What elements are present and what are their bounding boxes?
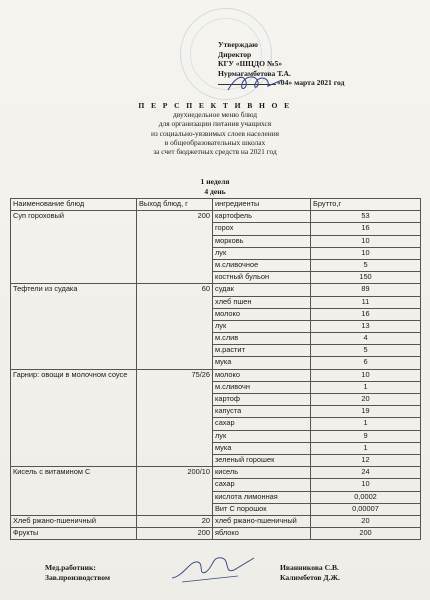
- ingredient-name: зеленый горошек: [213, 454, 311, 466]
- ingredient-name: м.сливочное: [213, 259, 311, 271]
- ingredient-gross: 1: [311, 442, 421, 454]
- ingredient-name: Вит С порошок: [213, 503, 311, 515]
- ingredient-gross: 13: [311, 320, 421, 332]
- ingredient-gross: 16: [311, 308, 421, 320]
- ingredient-name: м.сливочн: [213, 381, 311, 393]
- ingredient-name: лук: [213, 430, 311, 442]
- ingredient-gross: 10: [311, 479, 421, 491]
- header-dish: Наименование блюд: [11, 199, 137, 211]
- ingredient-gross: 200: [311, 528, 421, 540]
- ingredient-gross: 53: [311, 211, 421, 223]
- ingredient-gross: 89: [311, 284, 421, 296]
- director-signature: [222, 70, 292, 96]
- dish-output: 200: [137, 211, 213, 284]
- ingredient-gross: 10: [311, 247, 421, 259]
- ingredient-name: костный бульон: [213, 272, 311, 284]
- ingredient-name: морковь: [213, 235, 311, 247]
- footer-roles: [45, 563, 110, 583]
- ingredient-gross: 150: [311, 272, 421, 284]
- document-title: П Е Р С П Е К Т И В Н О Е: [138, 101, 292, 110]
- dish-name: Тефтели из судака: [11, 284, 137, 369]
- ingredient-gross: 20: [311, 394, 421, 406]
- day-label: 4 день: [204, 187, 226, 196]
- ingredient-gross: 9: [311, 430, 421, 442]
- heading-line-3: из социально-уязвимых слоев населения: [150, 128, 280, 138]
- dish-output: 60: [137, 284, 213, 369]
- menu-table: [10, 198, 421, 540]
- staff-signature: [168, 552, 258, 584]
- week-label: 1 неделя: [200, 177, 230, 186]
- ingredient-name: яблоко: [213, 528, 311, 540]
- ingredient-gross: 0,0002: [311, 491, 421, 503]
- ingredient-name: горох: [213, 223, 311, 235]
- table-row: [11, 515, 421, 527]
- ingredient-gross: 5: [311, 345, 421, 357]
- ingredient-gross: 4: [311, 333, 421, 345]
- ingredient-name: картофель: [213, 211, 311, 223]
- ingredient-gross: 10: [311, 369, 421, 381]
- ingredient-gross: 1: [311, 418, 421, 430]
- header-output: Выход блюд, г: [137, 199, 213, 211]
- ingredient-name: капуста: [213, 406, 311, 418]
- ingredient-name: м.слив: [213, 333, 311, 345]
- ingredient-gross: 11: [311, 296, 421, 308]
- table-row: [11, 467, 421, 479]
- ingredient-gross: 24: [311, 467, 421, 479]
- table-row: [11, 369, 421, 381]
- table-row: [11, 284, 421, 296]
- heading-line-2: для организации питания учащихся: [158, 119, 272, 129]
- ingredient-name: молоко: [213, 308, 311, 320]
- table-row: [11, 211, 421, 223]
- table-row: [11, 528, 421, 540]
- footer-names: [280, 563, 340, 583]
- dish-name: Суп гороховый: [11, 211, 137, 284]
- ingredient-name: молоко: [213, 369, 311, 381]
- dish-name: Хлеб ржано-пшеничный: [11, 515, 137, 527]
- heading-line-1: двухнедельное меню блюд: [173, 110, 257, 120]
- dish-output: 200/10: [137, 467, 213, 516]
- footer-role-medic: Мед.работник:: [45, 563, 96, 572]
- heading-line-5: за счет бюджетных средств на 2021 год: [153, 147, 277, 157]
- ingredient-name: мука: [213, 357, 311, 369]
- dish-name: Кисель с витамином С: [11, 467, 137, 516]
- approval-line-4: Нурмагамбетова Т.А.: [218, 68, 291, 78]
- ingredient-gross: 12: [311, 454, 421, 466]
- header-ingredients: ингредиенты: [213, 199, 311, 211]
- ingredient-gross: 5: [311, 259, 421, 271]
- dish-output: 20: [137, 515, 213, 527]
- ingredient-name: хлеб пшен: [213, 296, 311, 308]
- ingredient-name: судак: [213, 284, 311, 296]
- footer-role-production: Зав.производством: [45, 573, 111, 582]
- ingredient-gross: 1: [311, 381, 421, 393]
- ingredient-name: кислота лимонная: [213, 491, 311, 503]
- approval-line-2: Директор: [218, 49, 252, 59]
- ingredient-name: м.растит: [213, 345, 311, 357]
- approval-line-3: КГУ «ШЦДО №5»: [218, 59, 283, 69]
- ingredient-name: картоф: [213, 394, 311, 406]
- dish-output: 200: [137, 528, 213, 540]
- ingredient-gross: 10: [311, 235, 421, 247]
- ingredient-name: сахар: [213, 479, 311, 491]
- ingredient-name: хлеб ржано-пшеничный: [213, 515, 311, 527]
- dish-name: Гарнир: овощи в молочном соусе: [11, 369, 137, 467]
- ingredient-gross: 6: [311, 357, 421, 369]
- table-header-row: [11, 199, 421, 211]
- ingredient-gross: 16: [311, 223, 421, 235]
- ingredient-name: лук: [213, 247, 311, 259]
- ingredient-gross: 20: [311, 515, 421, 527]
- approval-line-1: Утверждаю: [218, 40, 258, 49]
- heading-line-4: в общеобразовательных школах: [164, 137, 266, 147]
- ingredient-name: кисель: [213, 467, 311, 479]
- ingredient-name: лук: [213, 320, 311, 332]
- header-gross: Брутто,г: [311, 199, 421, 211]
- ingredient-gross: 0,00007: [311, 503, 421, 515]
- ingredient-name: мука: [213, 442, 311, 454]
- dish-name: Фрукты: [11, 528, 137, 540]
- ingredient-gross: 19: [311, 406, 421, 418]
- menu-table-body: [11, 211, 421, 540]
- dish-output: 75/26: [137, 369, 213, 467]
- approval-date: «04» марта 2021 год: [277, 78, 345, 88]
- ingredient-name: сахар: [213, 418, 311, 430]
- footer-name-production: Калимбетов Д.Ж.: [280, 573, 340, 582]
- footer-name-medic: Иванникова С.В.: [280, 563, 339, 572]
- document-heading: [0, 101, 430, 156]
